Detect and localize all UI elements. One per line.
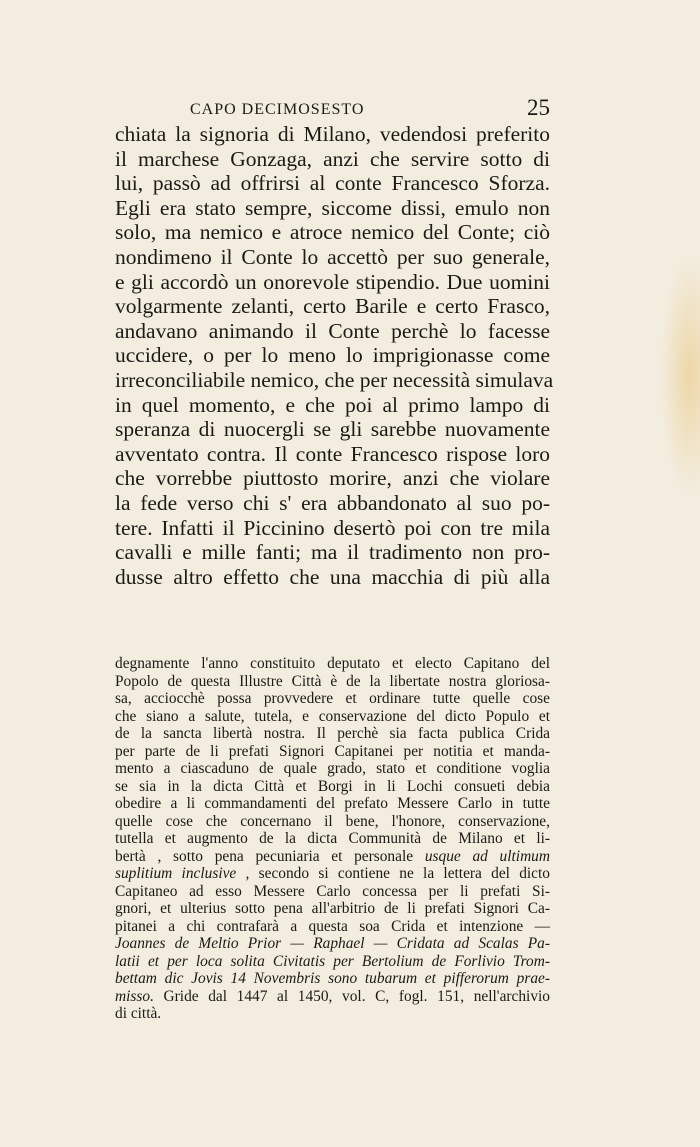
text-line: cavalli e mille fanti; ma il tradimento non pro- (115, 540, 550, 565)
footnote (115, 655, 550, 1023)
footnote-line: mento a ciascaduno de quale grado, stato et conditione voglia (115, 760, 550, 777)
text-line: dusse altro effetto che una macchia di più alla (115, 564, 550, 589)
main-text (115, 122, 554, 589)
text-line: irreconciliabile nemico, che per necessità simulava (115, 367, 554, 392)
footnote-line: gnori, et ulterius sotto pena all'arbitrio de li prefati Signori Ca- (115, 900, 550, 917)
text-line: lui, passò ad offrirsi al conte Francesco Sforza. (115, 171, 550, 196)
footnote-text: secondo si contiene ne la lettera del dicto (258, 865, 550, 882)
footnote-italic: suplitium inclusive , (115, 865, 250, 882)
footnote-italic: bettam dic Jovis 14 Novembris sono tubarum et pifferorum prae- (115, 970, 550, 987)
footnote-line (115, 953, 550, 971)
text-line: uccidere, o per lo meno lo imprigionasse come (115, 343, 550, 368)
text-line: nondimeno il Conte lo accettò per suo generale, (115, 244, 550, 269)
footnote-line (115, 988, 550, 1006)
footnote-italic: Joannes de Meltio Prior — Raphael — Cridata ad Scalas Pa- (115, 935, 550, 952)
footnote-line: per parte de li prefati Signori Capitanei per notitia et manda- (115, 742, 550, 760)
page-header (130, 97, 550, 123)
footnote-italic: usque ad ultimum (424, 847, 550, 865)
footnote-line (115, 970, 550, 988)
footnote-italic: latii et per loca solita Civitatis per Bertolium de Forlivio Trom- (115, 952, 550, 970)
footnote-line (115, 865, 550, 883)
footnote-line: quelle cose che concernano il bene, l'honore, conservazione, (115, 812, 550, 830)
footnote-line: degnamente l'anno constituito deputato et electo Capitano del (115, 655, 550, 672)
footnote-line: di città. (115, 1005, 162, 1022)
footnote-line: de la sancta libertà nostra. Il perchè sia facta publica Crida (115, 725, 550, 742)
text-line: e gli accordò un onorevole stipendio. Due uomini (115, 269, 550, 294)
running-title: CAPO DECIMOSESTO (190, 101, 365, 118)
footnote-line: che siano a salute, tutela, e conservazione del dicto Populo et (115, 707, 550, 725)
footnote-italic: misso. (115, 987, 154, 1005)
text-line: la fede verso chi s' era abbandonato al suo po- (115, 490, 550, 515)
text-line: speranza di nuocergli se gli sarebbe nuovamente (115, 417, 550, 442)
text-line: volgarmente zelanti, certo Barile e certo Frasco, (115, 294, 550, 319)
text-line: chiata la signoria di Milano, vedendosi preferito (115, 122, 550, 146)
text-line: tere. Infatti il Piccinino desertò poi con tre mila (115, 515, 550, 540)
footnote-line (115, 935, 550, 953)
page-number: 25 (527, 95, 550, 120)
footnote-line: Capitaneo ad esso Messere Carlo concessa per li prefati Si- (115, 882, 550, 900)
footnote-line: se sia in la dicta Città et Borgi in li Lochi consueti debia (115, 777, 550, 795)
text-line: il marchese Gonzaga, anzi che servire sotto di (115, 146, 550, 171)
text-line: avventato contra. Il conte Francesco rispose loro (115, 441, 550, 466)
footnote-line: tutella et augmento de la dicta Communità de Milano et li- (115, 830, 550, 847)
footnote-text: bertà , sotto pena pecuniaria et personale (115, 847, 414, 865)
text-line: che vorrebbe piuttosto morire, anzi che violare (115, 466, 550, 491)
text-line: solo, ma nemico e atroce nemico del Conte; ciò (115, 220, 550, 245)
text-line: Egli era stato sempre, siccome dissi, emulo non (115, 195, 550, 220)
text-line: andavano animando il Conte perchè lo facesse (115, 318, 550, 343)
footnote-line: obedire a li commandamenti del prefato Messere Carlo in tutte (115, 795, 550, 812)
footnote-line (115, 848, 550, 866)
text-line: in quel momento, e che poi al primo lampo di (115, 392, 550, 417)
footnote-line: Popolo de questa Illustre Città è de la libertate nostra gloriosa- (115, 672, 550, 690)
paper-stain (660, 250, 700, 500)
footnote-text: Gride dal 1447 al 1450, vol. C, fogl. 151, nell'archivio (163, 987, 550, 1005)
footnote-line: pitanei a chi contrafarà a questa soa Crida et intenzione — (115, 917, 550, 935)
footnote-line: sa, acciocchè possa provvedere et ordinare tutte quelle cose (115, 690, 550, 707)
